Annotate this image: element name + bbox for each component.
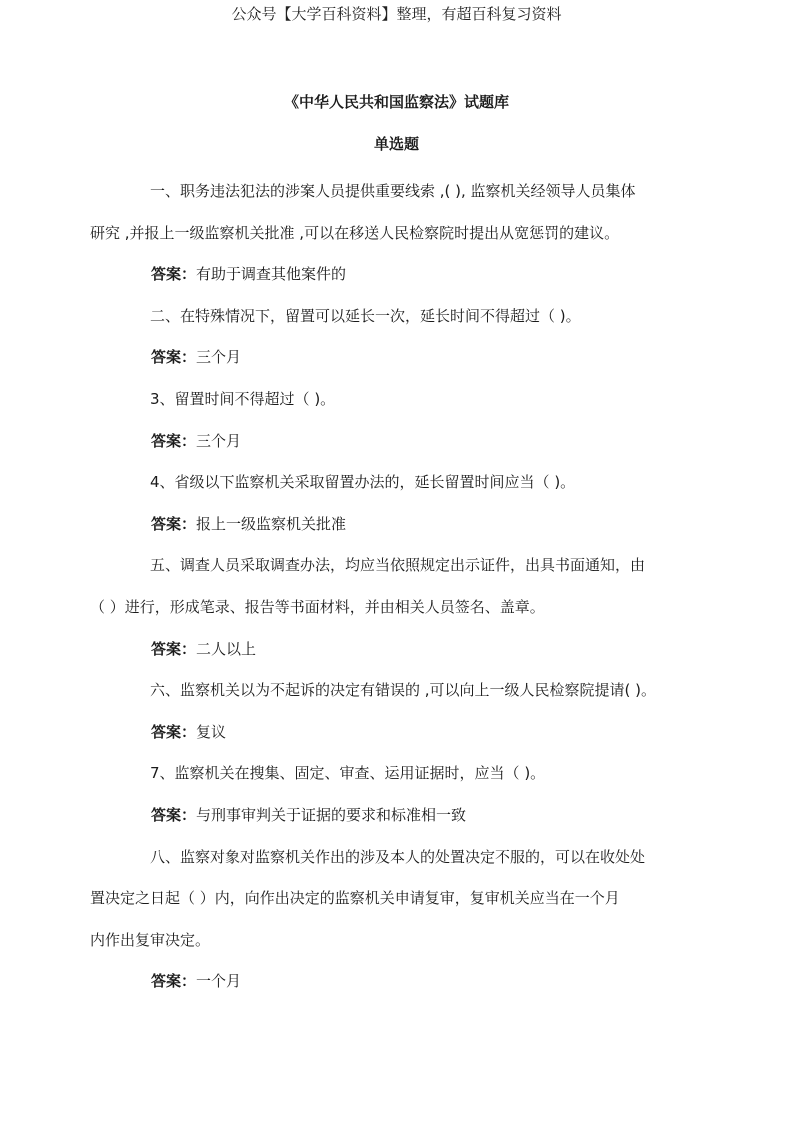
answer-label: 答案： [151,348,197,367]
question-text [120,296,684,338]
answer-label: 答案： [151,805,197,824]
question-item [120,753,684,836]
answer-row [120,337,684,379]
question-item [90,837,684,1003]
answer-row [120,961,684,1003]
question-line: （ ）进行，形成笔录、报告等书面材料，并由相关人员签名、盖章。 [90,597,545,616]
question-line: 3、留置时间不得超过（ )。 [150,389,336,408]
question-text [120,379,684,421]
answer-row [120,712,684,754]
answer-text: 二人以上 [196,639,257,658]
question-line: 4、省级以下监察机关采取留置办法的，延长留置时间应当（ )。 [150,473,576,492]
question-line: 内作出复审决定。 [90,930,211,949]
answer-text: 三个月 [196,348,242,367]
answer-label: 答案： [151,514,197,533]
question-line: 六、监察机关以为不起诉的决定有错误的 ,可以向上一级人民检察院提请( )。 [150,681,657,700]
answer-text: 复议 [196,722,227,741]
answer-row [120,629,684,671]
answer-row [120,795,684,837]
question-item [90,545,684,670]
question-line: 研究 ,并报上一级监察机关批准 ,可以在移送人民检察院时提出从宽惩罚的建议。 [90,223,620,242]
page-header: 公众号【大学百科资料】整理，有超百科复习资料 [231,5,562,23]
answer-row [120,504,684,546]
question-line: 八、监察对象对监察机关作出的涉及本人的处置决定不服的，可以在收处处 [150,847,646,866]
question-line: 五、调查人员采取调查办法，均应当依照规定出示证件，出具书面通知，由 [150,556,646,575]
answer-row [120,254,684,296]
question-item [120,462,684,545]
question-list [90,171,684,1003]
question-text [90,171,684,254]
answer-label: 答案： [151,972,197,991]
question-item [120,296,684,379]
document-title: 《中华人民共和国监察法》试题库 [283,93,509,111]
question-text [120,753,684,795]
question-text [90,837,684,962]
section-title: 单选题 [373,135,419,153]
answer-label: 答案： [151,265,197,284]
question-line: 7、监察机关在搜集、固定、审查、运用证据时，应当（ )。 [150,764,546,783]
question-item [90,171,684,296]
question-text [120,670,684,712]
answer-text: 有助于调查其他案件的 [196,265,347,284]
question-line: 置决定之日起（ ）内，向作出决定的监察机关申请复审，复审机关应当在一个月 [90,889,620,908]
answer-label: 答案： [151,431,197,450]
question-item [120,379,684,462]
question-item [120,670,684,753]
answer-label: 答案： [151,722,197,741]
question-line: 一、职务违法犯法的涉案人员提供重要线索 ,( ), 监察机关经领导人员集体 [150,182,636,200]
answer-text: 一个月 [196,972,242,991]
answer-text: 报上一级监察机关批准 [196,514,347,533]
question-text [120,462,684,504]
question-text [90,545,684,628]
question-line: 二、在特殊情况下，留置可以延长一次，延长时间不得超过（ )。 [150,306,581,325]
answer-label: 答案： [151,639,197,658]
answer-text: 与刑事审判关于证据的要求和标准相一致 [196,805,467,824]
answer-text: 三个月 [196,431,242,450]
answer-row [120,421,684,463]
